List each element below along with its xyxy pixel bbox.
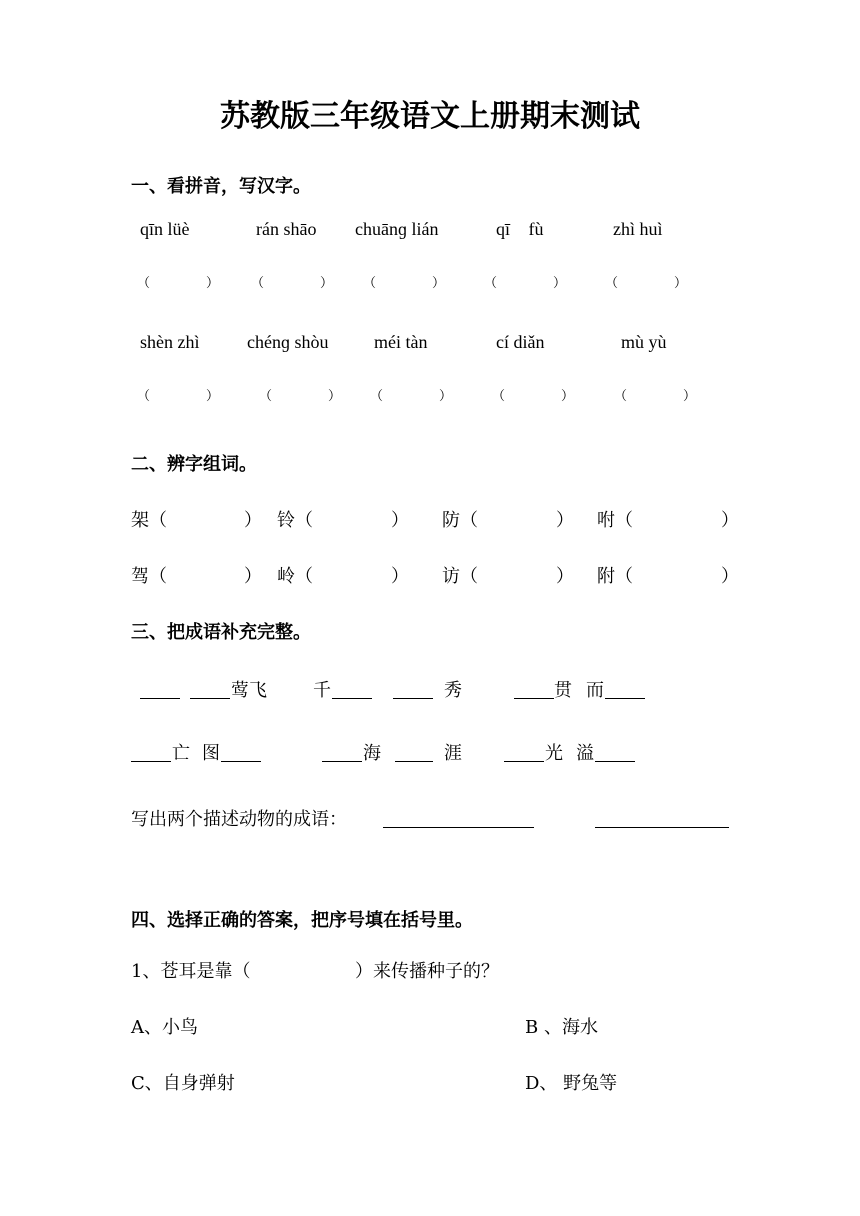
idiom-char: 千	[313, 680, 331, 701]
idiom-blank	[140, 698, 180, 699]
pinyin-item: zhì huì	[613, 219, 663, 239]
idiom-blank	[322, 761, 362, 762]
idiom-char: 亡	[172, 743, 190, 764]
option-a: A、小鸟	[131, 1017, 198, 1038]
pinyin-item: chénɡ shòu	[247, 332, 329, 352]
idiom-blank	[395, 761, 433, 762]
option-b: B 、海水	[525, 1017, 598, 1038]
paren-open: （	[259, 389, 273, 404]
idiom-char: 贯	[554, 680, 572, 701]
paren-close: ）	[439, 389, 453, 404]
paren-open: （	[251, 276, 265, 291]
idiom-char: 图	[202, 743, 220, 764]
idiom-blank	[393, 698, 433, 699]
paren-close: ）	[683, 389, 697, 404]
idiom-char: 涯	[444, 743, 462, 764]
pinyin-item: rán shāo	[256, 219, 317, 239]
paren-close: ）	[391, 510, 409, 531]
pinyin-item: mù yù	[621, 332, 667, 352]
paren-open: （	[363, 276, 377, 291]
idiom-blank	[332, 698, 372, 699]
word-prompt: 访（	[442, 566, 478, 587]
idiom-blank	[595, 761, 635, 762]
page-title: 苏教版三年级语文上册期末测试	[220, 99, 640, 134]
paren-close: ）	[244, 566, 262, 587]
pinyin-item: shèn zhì	[140, 332, 200, 352]
answer-line	[383, 827, 534, 828]
option-c: C、自身弹射	[131, 1073, 235, 1094]
idiom-blank	[131, 761, 171, 762]
idiom-blank	[504, 761, 544, 762]
pinyin-item: cí diǎn	[496, 332, 545, 352]
paren-open: （	[605, 276, 619, 291]
paren-close: ）	[391, 566, 409, 587]
word-prompt: 铃（	[277, 510, 313, 531]
idiom-blank	[221, 761, 261, 762]
answer-line	[595, 827, 729, 828]
idiom-blank	[605, 698, 645, 699]
paren-close: ）	[721, 510, 739, 531]
idiom-char: 溢	[576, 743, 594, 764]
paren-close: ）	[206, 389, 220, 404]
word-prompt: 驾（	[131, 566, 167, 587]
paren-open: （	[137, 276, 151, 291]
word-prompt: 岭（	[277, 566, 313, 587]
idiom-blank	[190, 698, 230, 699]
idiom-blank	[514, 698, 554, 699]
paren-open: （	[370, 389, 384, 404]
paren-open: （	[492, 389, 506, 404]
word-prompt: 附（	[597, 566, 633, 587]
idiom-char: 莺飞	[231, 680, 267, 701]
section-2-heading: 二、辨字组词。	[131, 454, 257, 475]
paren-close: ）	[206, 276, 220, 291]
word-prompt: 防（	[442, 510, 478, 531]
pinyin-item: chuānɡ lián	[355, 219, 439, 239]
paren-close: ）	[556, 566, 574, 587]
section-1-heading: 一、看拼音，写汉字。	[131, 176, 311, 197]
word-prompt: 咐（	[597, 510, 633, 531]
paren-close: ）	[244, 510, 262, 531]
animal-idiom-prompt: 写出两个描述动物的成语：	[131, 809, 347, 830]
question-1-end: ）来传播种子的？	[355, 961, 499, 982]
paren-close: ）	[561, 389, 575, 404]
idiom-char: 而	[586, 680, 604, 701]
word-prompt: 架（	[131, 510, 167, 531]
idiom-char: 光	[545, 743, 563, 764]
paren-close: ）	[328, 389, 342, 404]
pinyin-item: qī fù	[496, 219, 544, 239]
idiom-char: 秀	[444, 680, 462, 701]
pinyin-item: qīn lüè	[140, 219, 190, 239]
paren-close: ）	[721, 566, 739, 587]
paren-open: （	[484, 276, 498, 291]
paren-close: ）	[556, 510, 574, 531]
section-3-heading: 三、把成语补充完整。	[131, 622, 311, 643]
option-d: D、 野兔等	[525, 1073, 618, 1094]
paren-open: （	[614, 389, 628, 404]
paren-close: ）	[320, 276, 334, 291]
paren-close: ）	[674, 276, 688, 291]
section-4-heading: 四、选择正确的答案，把序号填在括号里。	[131, 910, 473, 931]
question-1-start: 1、苍耳是靠（	[131, 961, 251, 982]
paren-close: ）	[432, 276, 446, 291]
paren-close: ）	[553, 276, 567, 291]
paren-open: （	[137, 389, 151, 404]
idiom-char: 海	[363, 743, 381, 764]
pinyin-item: méi tàn	[374, 332, 428, 352]
